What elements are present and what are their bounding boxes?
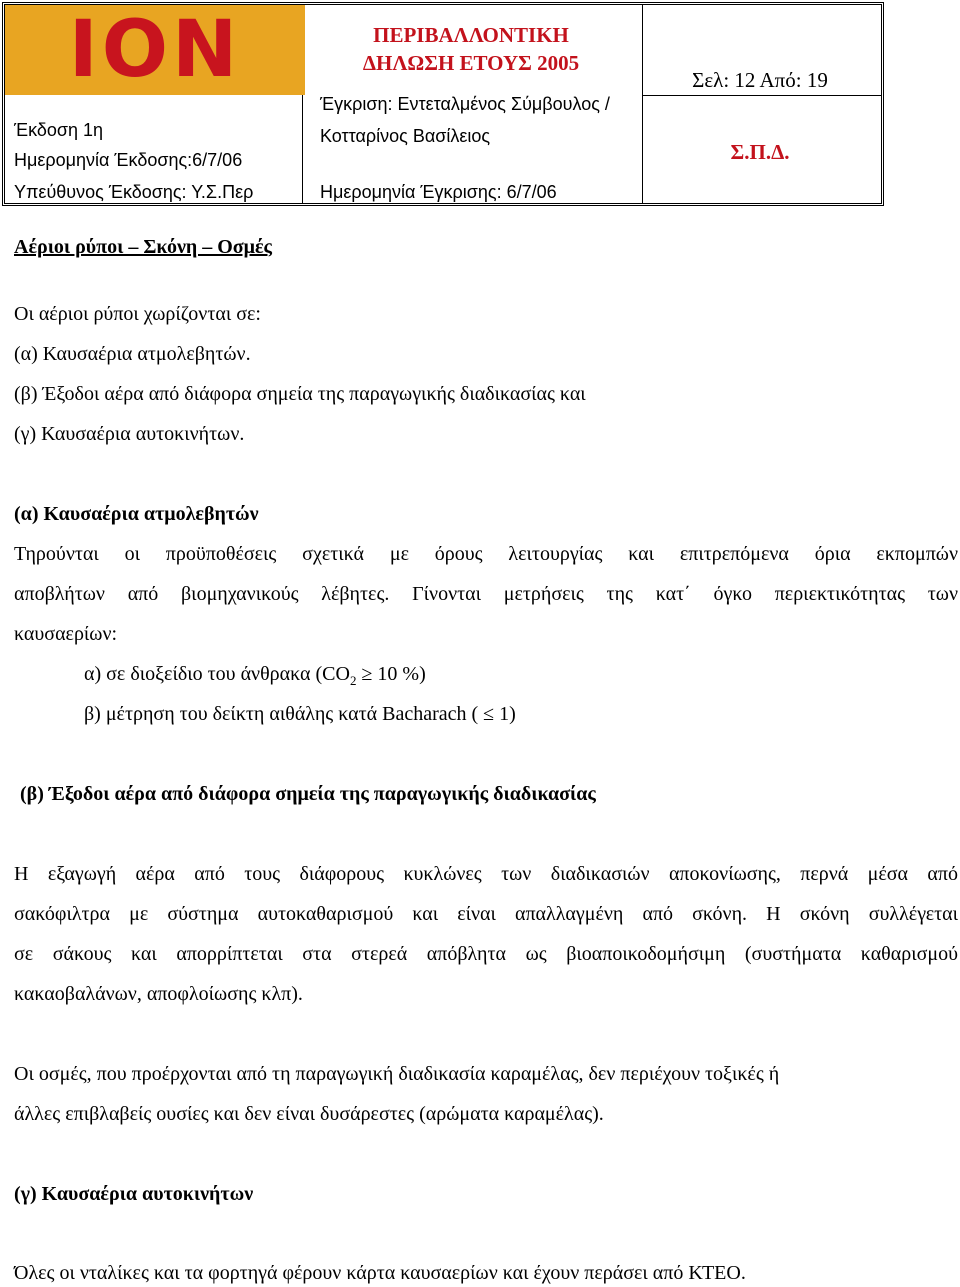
subheading-c: (γ) Καυσαέρια αυτοκινήτων <box>14 1183 254 1205</box>
para-b-line1: Η εξαγωγή αέρα από τους διάφορους κυκλώνες των διαδικασιών αποκονίωσης, περνά μέσα από <box>14 863 958 885</box>
para-a-line2: αποβλήτων από βιομηχανικούς λέβητες. Γίνονται μετρήσεις της κατ΄ όγκο περιεκτικότητας των <box>14 583 958 605</box>
measurement-1-suffix: ≥ 10 %) <box>356 663 426 685</box>
para-c-line2: άλλες επιβλαβείς ουσίες και δεν είναι δυσάρεστες (αρώματα καραμέλας). <box>14 1103 604 1125</box>
approval-line1: Έγκριση: Εντεταλμένος Σύμβουλος / <box>320 94 610 114</box>
para-b-line4: κακαοβαλάνων, αποφλοίωσης κλπ). <box>14 983 303 1005</box>
para-a-line1: Τηρούνται οι προϋποθέσεις σχετικά με όρους λειτουργίας και επιτρεπόμενα όρια εκπομπών <box>14 543 958 565</box>
subheading-a: (α) Καυσαέρια ατμολεβητών <box>14 503 259 525</box>
issuer: Υπεύθυνος Έκδοσης: Υ.Σ.Περ <box>14 182 254 202</box>
subheading-b: (β) Έξοδοι αέρα από διάφορα σημεία της παραγωγικής διαδικασίας <box>20 783 596 805</box>
header-divider-3 <box>642 95 881 96</box>
para-b-line2: σακόφιλτρα με σύστημα αυτοκαθαρισμού και είναι απαλλαγμένη από σκόνη. Η σκόνη συλλέγεται <box>14 903 958 925</box>
measurement-2: β) μέτρηση του δείκτη αιθάλης κατά Bacharach ( ≤ 1) <box>84 703 516 725</box>
doc-title-line2: ΔΗΛΩΣΗ ΕΤΟΥΣ 2005 <box>362 51 580 75</box>
department-code: Σ.Π.Δ. <box>730 140 790 164</box>
list-item-c: (γ) Καυσαέρια αυτοκινήτων. <box>14 423 245 445</box>
company-logo <box>5 5 305 95</box>
para-a-line3: καυσαερίων: <box>14 623 118 645</box>
logo-text: ION <box>68 5 242 95</box>
para-d-line1: Όλες οι νταλίκες και τα φορτηγά φέρουν κάρτα καυσαερίων και έχουν περάσει από ΚΤΕΟ. <box>14 1262 746 1284</box>
edition: Έκδοση 1η <box>14 120 104 140</box>
measurement-1 <box>84 663 426 689</box>
approval-date: Ημερομηνία Έγκρισης: 6/7/06 <box>320 182 557 202</box>
approval-line2: Κοτταρίνος Βασίλειος <box>320 126 491 146</box>
measurement-1-prefix: α) σε διοξείδιο του άνθρακα (CO <box>84 663 350 685</box>
page-number: Σελ: 12 Από: 19 <box>692 68 828 92</box>
list-item-b: (β) Έξοδοι αέρα από διάφορα σημεία της παραγωγικής διαδικασίας και <box>14 383 586 405</box>
para-c-line1: Οι οσμές, που προέρχονται από τη παραγωγική διαδικασία καραμέλας, δεν περιέχουν τοξικές ή <box>14 1063 780 1085</box>
intro-text: Οι αέριοι ρύποι χωρίζονται σε: <box>14 303 261 325</box>
edition-date: Ημερομηνία Έκδοσης:6/7/06 <box>14 150 243 170</box>
list-item-a: (α) Καυσαέρια ατμολεβητών. <box>14 343 251 365</box>
section-title: Αέριοι ρύποι – Σκόνη – Οσμές <box>14 236 272 258</box>
header-divider-2 <box>642 5 643 203</box>
doc-title-line1: ΠΕΡΙΒΑΛΛΟΝΤΙΚΗ <box>373 23 569 47</box>
para-b-line3: σε σάκους και απορρίπτεται στα στερεά απόβλητα ως βιοαποικοδομήσιμη (συστήματα καθαρισμού <box>14 943 958 965</box>
measurement-1-subscript: 2 <box>349 673 357 688</box>
